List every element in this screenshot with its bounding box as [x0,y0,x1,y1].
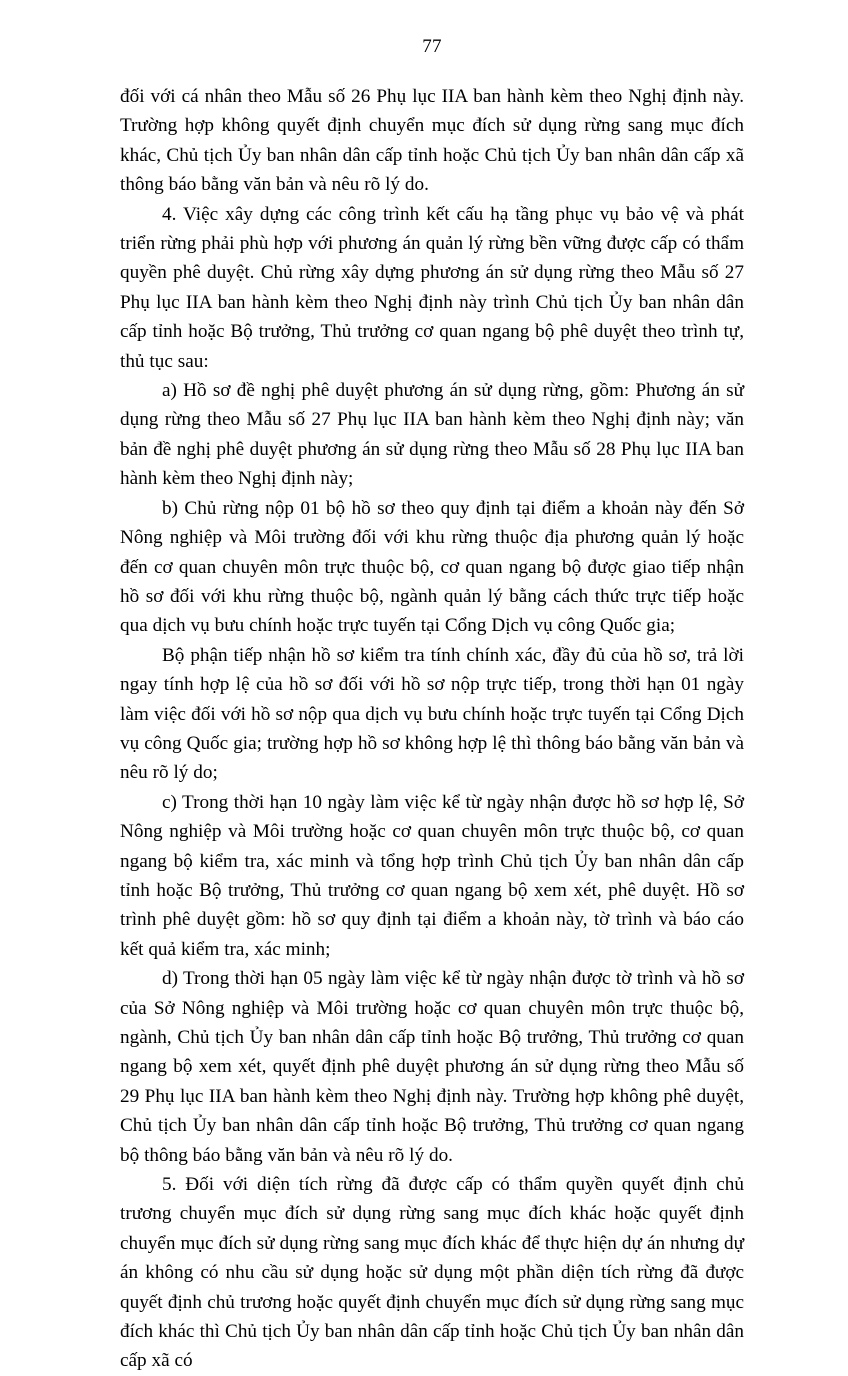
document-body [120,82,744,1376]
paragraph: Bộ phận tiếp nhận hồ sơ kiểm tra tính chính xác, đầy đủ của hồ sơ, trả lời ngay tính hợp lệ của hồ sơ đối với hồ sơ nộp trực tiếp, trong thời hạn 01 ngày làm việc đối với hồ sơ nộp qua dịch vụ bưu chính hoặc trực tuyến tại Cổng Dịch vụ công Quốc gia; trường hợp hồ sơ không hợp lệ thì thông báo bằng văn bản và nêu rõ lý do; [120,644,744,784]
paragraph: 5. Đối với diện tích rừng đã được cấp có thẩm quyền quyết định chủ trương chuyển mục đích sử dụng rừng sang mục đích khác hoặc quyết định chuyển mục đích sử dụng rừng sang mục đích khác để thực hiện dự án nhưng dự án không có nhu cầu sử dụng hoặc sử dụng một phần diện tích rừng đã được quyết định chủ trương hoặc quyết định chuyển mục đích sử dụng rừng sang mục đích khác thì Chủ tịch Ủy ban nhân dân cấp tỉnh hoặc Chủ tịch Ủy ban nhân dân cấp xã có [120,1174,744,1372]
paragraph: b) Chủ rừng nộp 01 bộ hồ sơ theo quy định tại điểm a khoản này đến Sở Nông nghiệp và Môi trường đối với khu rừng thuộc địa phương quản lý hoặc đến cơ quan chuyên môn trực thuộc bộ, cơ quan ngang bộ được giao tiếp nhận hồ sơ đối với khu rừng thuộc bộ, ngành quản lý bằng cách thức trực tiếp hoặc qua dịch vụ bưu chính hoặc trực tuyến tại Cổng Dịch vụ công Quốc gia; [120,497,744,637]
paragraph: d) Trong thời hạn 05 ngày làm việc kể từ ngày nhận được tờ trình và hồ sơ của Sở Nông nghiệp và Môi trường hoặc cơ quan chuyên môn trực thuộc bộ, ngành, Chủ tịch Ủy ban nhân dân cấp tỉnh hoặc Bộ trưởng, Thủ trưởng cơ quan ngang bộ xem xét, quyết định phê duyệt phương án sử dụng rừng theo Mẫu số 29 Phụ lục IIA ban hành kèm theo Nghị định này. Trường hợp không phê duyệt, Chủ tịch Ủy ban nhân dân cấp tỉnh hoặc Bộ trưởng, Thủ trưởng cơ quan ngang bộ thông báo bằng văn bản và nêu rõ lý do. [120,968,744,1166]
paragraph: 4. Việc xây dựng các công trình kết cấu hạ tầng phục vụ bảo vệ và phát triển rừng phải phù hợp với phương án quản lý rừng bền vững được cấp có thẩm quyền phê duyệt. Chủ rừng xây dựng phương án sử dụng rừng theo Mẫu số 27 Phụ lục IIA ban hành kèm theo Nghị định này trình Chủ tịch Ủy ban nhân dân cấp tỉnh hoặc Bộ trưởng, Thủ trưởng cơ quan ngang bộ phê duyệt theo trình tự, thủ tục sau: [120,203,744,372]
page-number: 77 [422,36,442,57]
paragraph: a) Hồ sơ đề nghị phê duyệt phương án sử dụng rừng, gồm: Phương án sử dụng rừng theo Mẫu số 27 Phụ lục IIA ban hành kèm theo Nghị định này; văn bản đề nghị phê duyệt phương án sử dụng rừng theo Mẫu số 28 Phụ lục IIA ban hành kèm theo Nghị định này; [120,380,744,490]
paragraph: đối với cá nhân theo Mẫu số 26 Phụ lục IIA ban hành kèm theo Nghị định này. Trường hợp không quyết định chuyển mục đích sử dụng rừng sang mục đích khác, Chủ tịch Ủy ban nhân dân cấp tỉnh hoặc Chủ tịch Ủy ban nhân dân cấp xã thông báo bằng văn bản và nêu rõ lý do. [120,86,744,196]
paragraph: c) Trong thời hạn 10 ngày làm việc kể từ ngày nhận được hồ sơ hợp lệ, Sở Nông nghiệp và Môi trường hoặc cơ quan chuyên môn trực thuộc bộ, cơ quan ngang bộ kiểm tra, xác minh và tổng hợp trình Chủ tịch Ủy ban nhân dân cấp tỉnh hoặc Bộ trưởng, Thủ trưởng cơ quan ngang bộ xem xét, phê duyệt. Hồ sơ trình phê duyệt gồm: hồ sơ quy định tại điểm a khoản này, tờ trình và báo cáo kết quả kiểm tra, xác minh; [120,791,744,960]
